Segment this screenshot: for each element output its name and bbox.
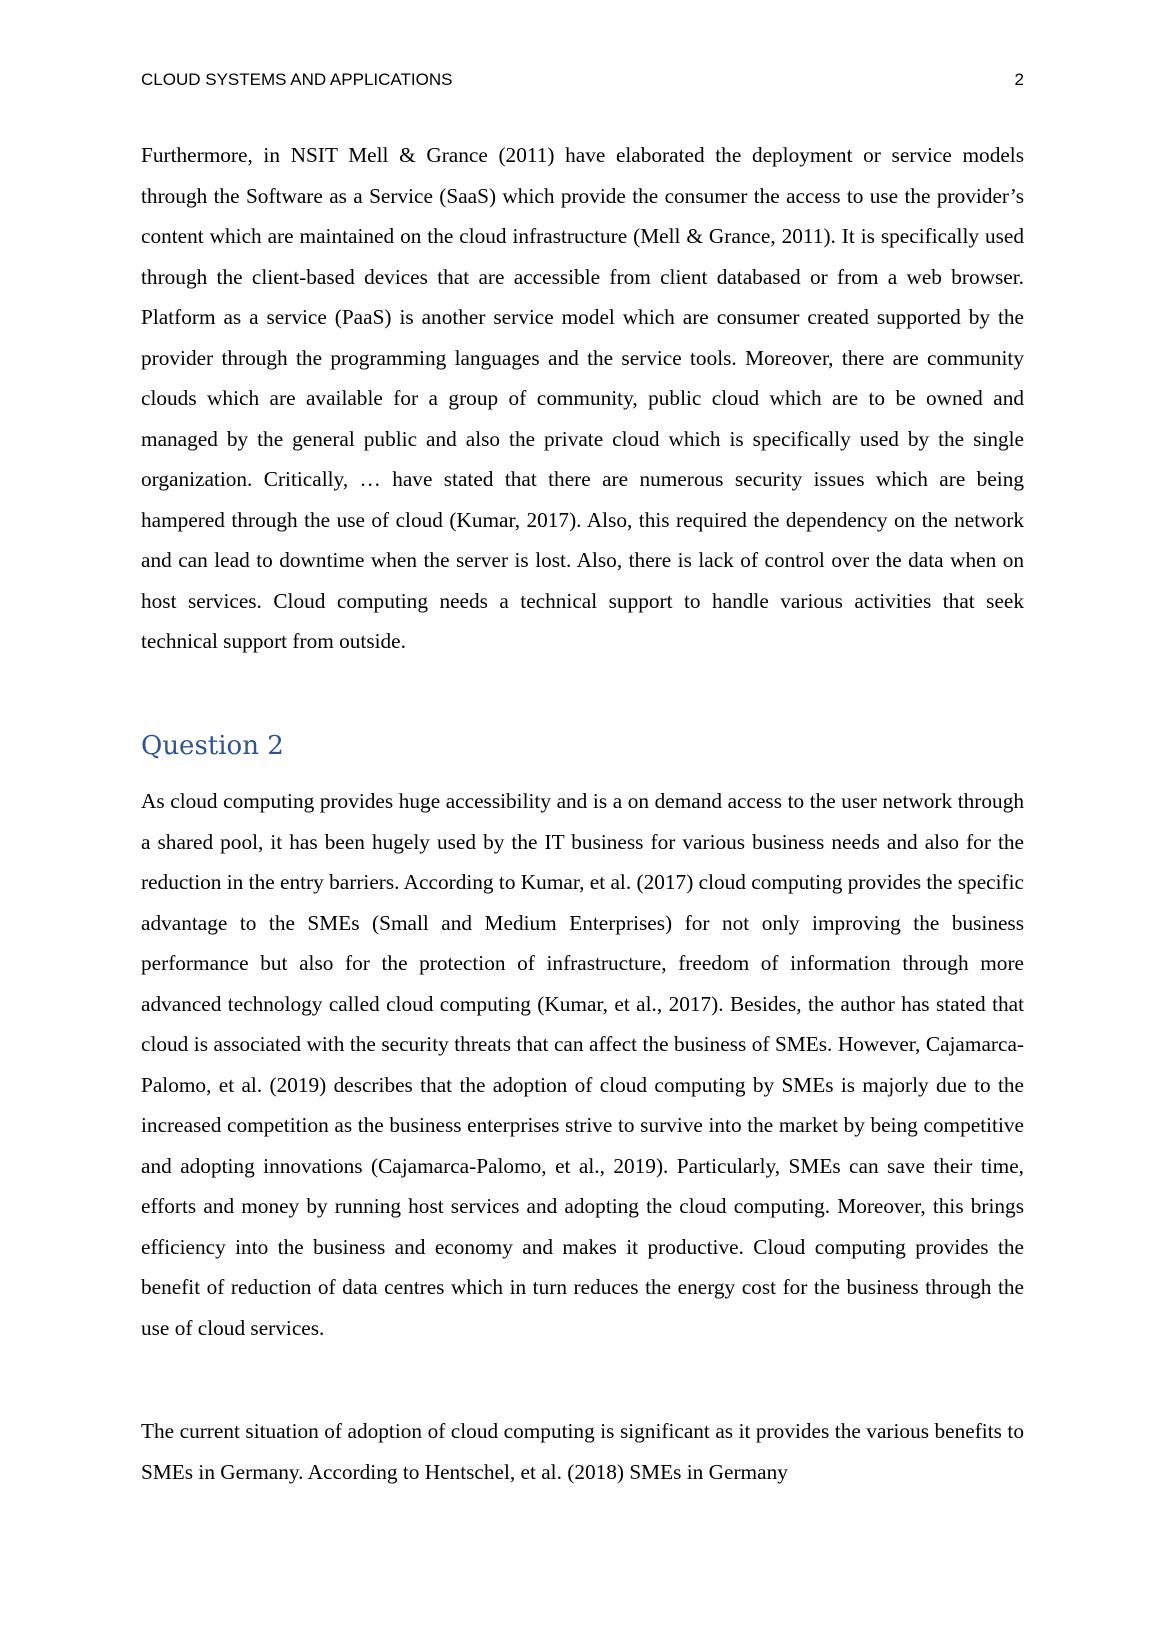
- body-paragraph-sme-adoption: As cloud computing provides huge accessibility and is a on demand access to the user network through a shared pool, it has been hugely used by the IT business for various business needs and also for the reduction in the entry barriers. According to Kumar, et al. (2017) cloud computing provides the specific advantage to the SMEs (Small and Medium Enterprises) for not only improving the business performance but also for the protection of infrastructure, freedom of information through more advanced technology called cloud computing (Kumar, et al., 2017). Besides, the author has stated that cloud is associated with the security threats that can affect the business of SMEs. However, Cajamarca-Palomo, et al. (2019) describes that the adoption of cloud computing by SMEs is majorly due to the increased competition as the business enterprises strive to survive into the market by being competitive and adopting innovations (Cajamarca-Palomo, et al., 2019). Particularly, SMEs can save their time, efforts and money by running host services and adopting the cloud computing. Moreover, this brings efficiency into the business and economy and makes it productive. Cloud computing provides the benefit of reduction of data centres which in turn reduces the energy cost for the business through the use of cloud services.: [141, 789, 1024, 1340]
- section-heading-question-2: Question 2: [141, 731, 284, 761]
- page-number: 2: [1014, 70, 1024, 89]
- running-header: [141, 70, 1024, 94]
- body-paragraph-deployment-models: Furthermore, in NSIT Mell & Grance (2011) have elaborated the deployment or service models through the Software as a Service (SaaS) which provide the consumer the access to use the provider’s content which are maintained on the cloud infrastructure (Mell & Grance, 2011). It is specifically used through the client-based devices that are accessible from client databased or from a web browser. Platform as a service (PaaS) is another service model which are consumer created supported by the provider through the programming languages and the service tools. Moreover, there are community clouds which are available for a group of community, public cloud which are to be owned and managed by the general public and also the private cloud which is specifically used by the single organization. Critically, … have stated that there are numerous security issues which are being hampered through the use of cloud (Kumar, 2017). Also, this required the dependency on the network and can lead to downtime when the server is lost. Also, there is lack of control over the data when on host services. Cloud computing needs a technical support to handle various activities that seek technical support from outside.: [141, 143, 1024, 653]
- running-title: CLOUD SYSTEMS AND APPLICATIONS: [141, 70, 453, 89]
- body-paragraph-germany-situation: The current situation of adoption of cloud computing is significant as it provides the various benefits to SMEs in Germany. According to Hentschel, et al. (2018) SMEs in Germany: [141, 1419, 1024, 1484]
